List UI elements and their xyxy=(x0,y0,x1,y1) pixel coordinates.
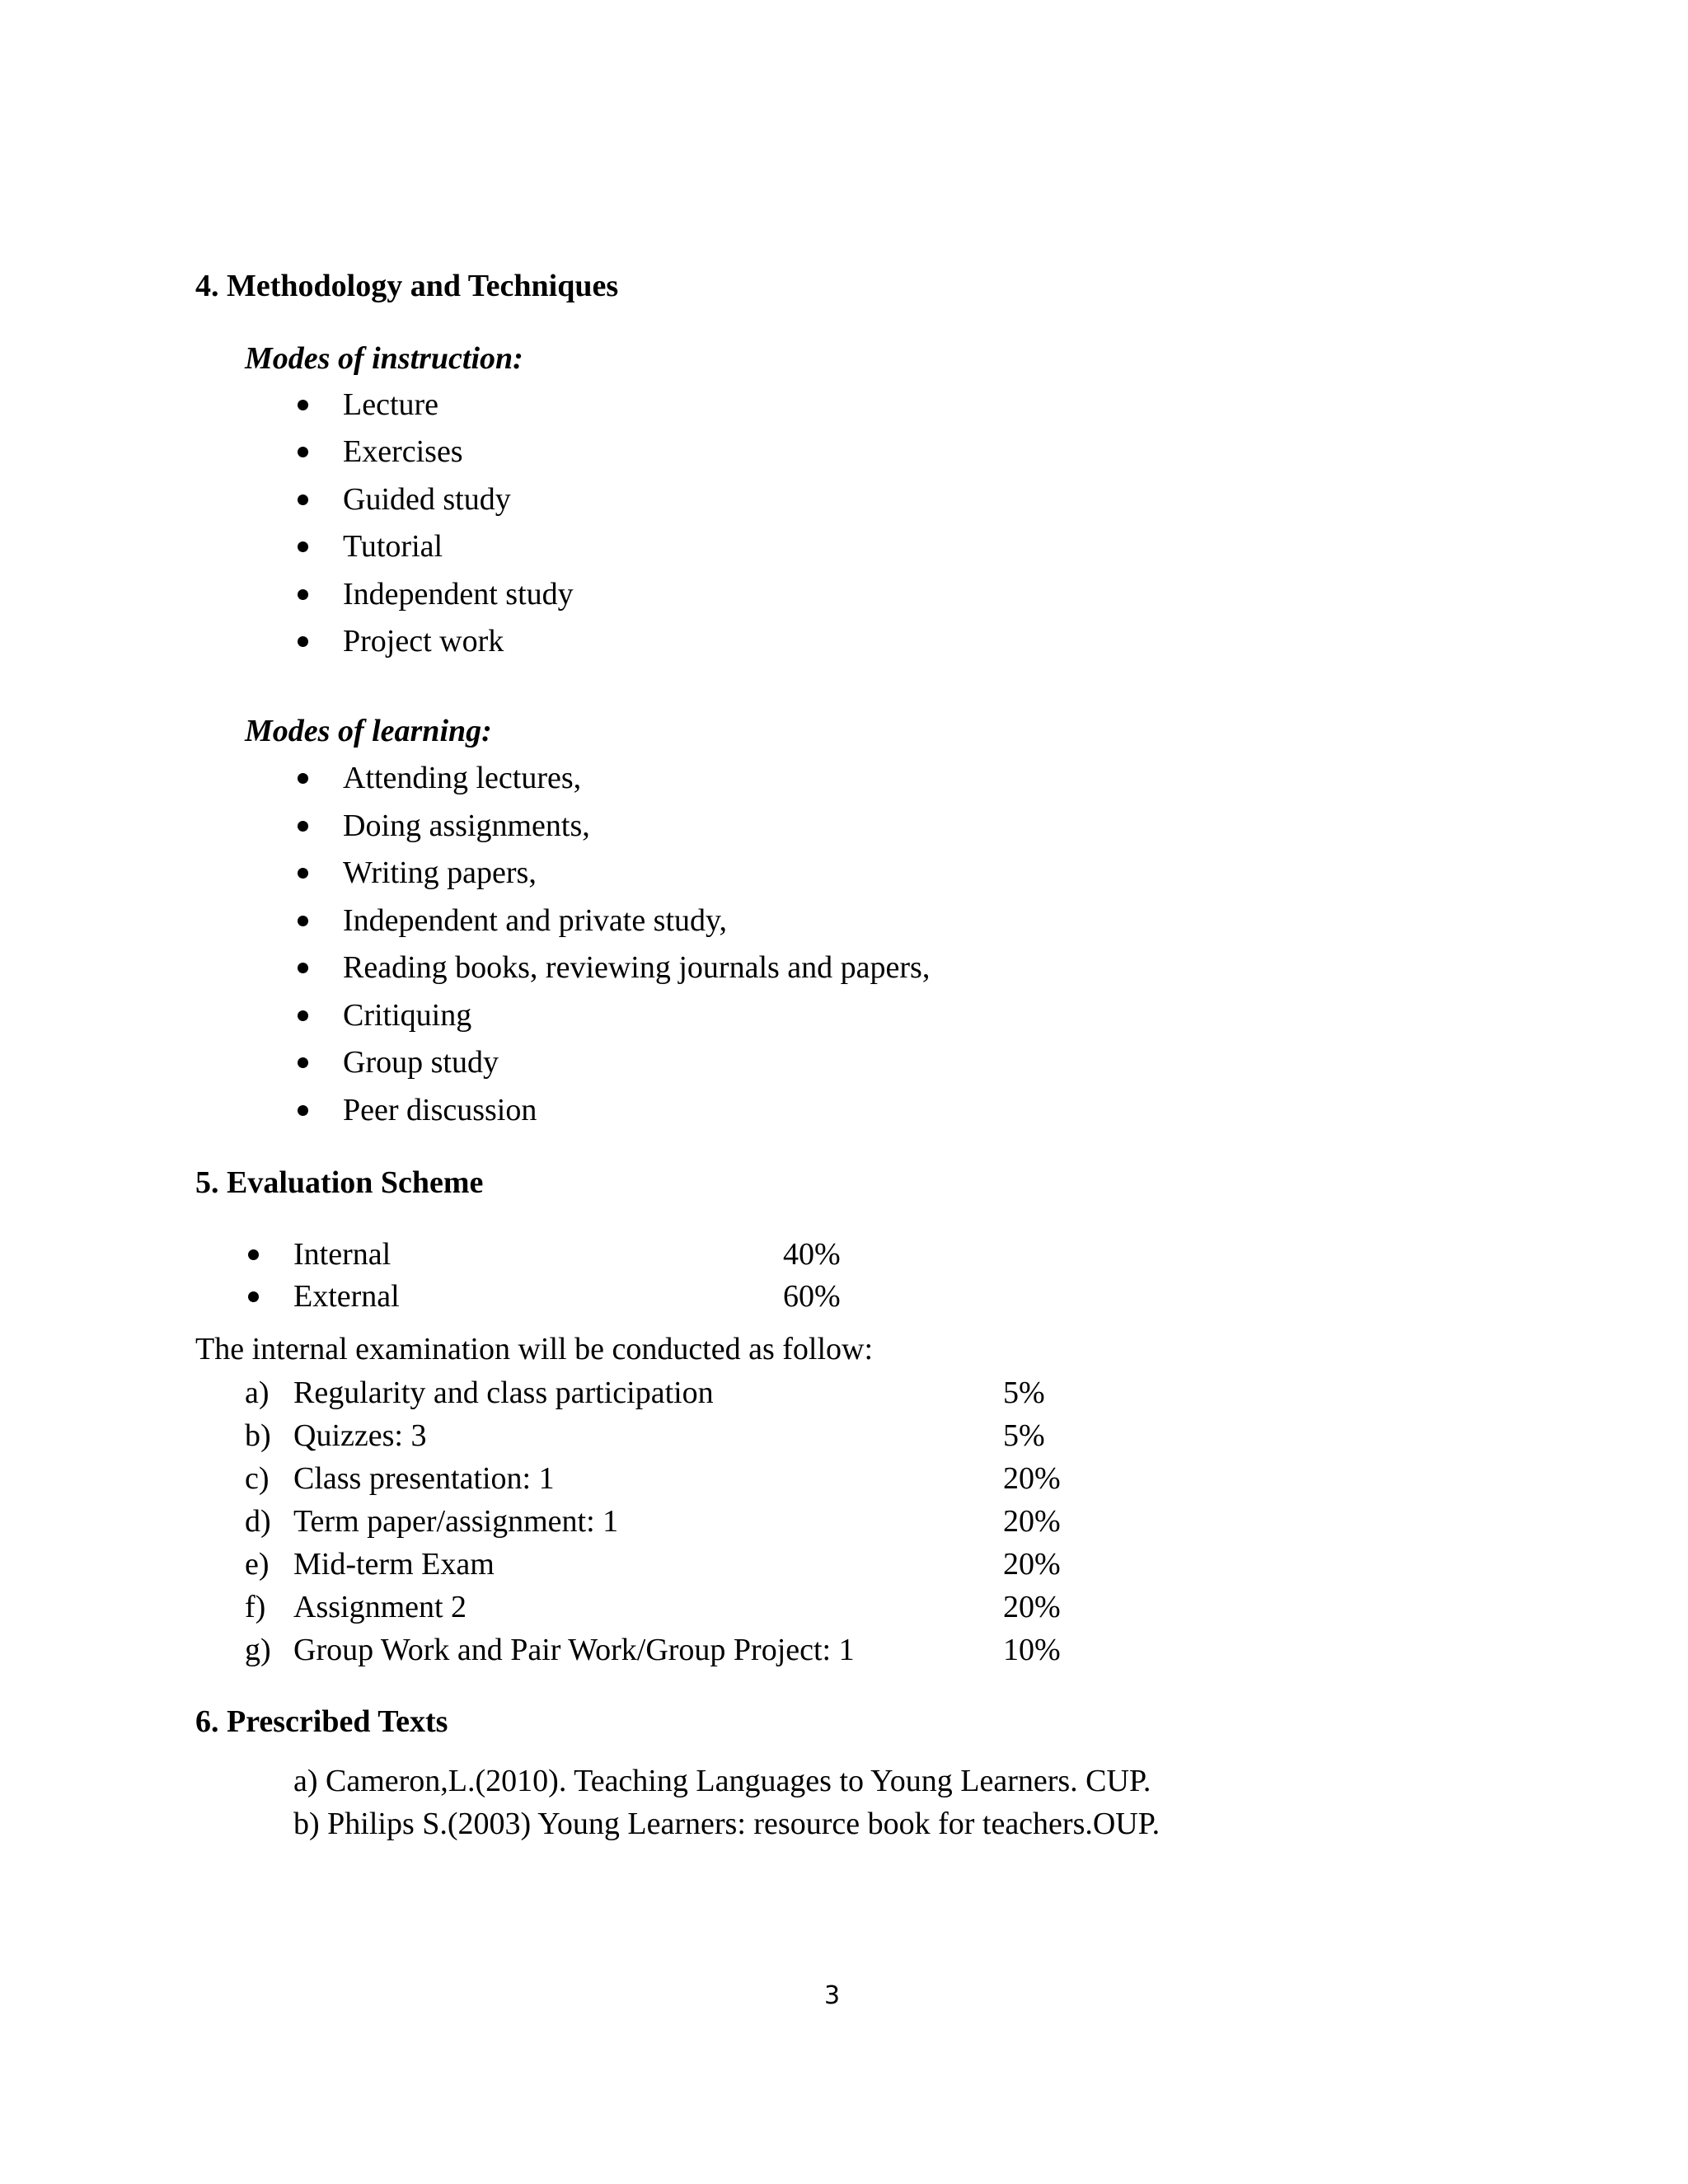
list-item-text: Exercises xyxy=(343,434,463,469)
section-heading-prescribed-texts: 6. Prescribed Texts xyxy=(195,1704,448,1739)
list-item-text: Attending lectures, xyxy=(343,761,582,795)
bullet-icon xyxy=(298,494,308,505)
list-item-text: Group study xyxy=(343,1045,499,1080)
exam-item-letter: c) xyxy=(245,1461,270,1496)
list-item-text: Project work xyxy=(343,624,504,658)
bullet-icon xyxy=(298,400,308,410)
list-item-text: Independent study xyxy=(343,577,574,612)
bullet-icon xyxy=(298,868,308,879)
bullet-icon xyxy=(248,1249,259,1260)
list-item-text: Peer discussion xyxy=(343,1093,537,1127)
exam-item-letter: d) xyxy=(245,1504,271,1539)
weight-value: 40% xyxy=(783,1237,841,1272)
list-item-text: Lecture xyxy=(343,387,439,422)
section-heading-methodology: 4. Methodology and Techniques xyxy=(195,269,619,303)
page-number: 3 xyxy=(824,1981,841,2010)
exam-item-value: 20% xyxy=(1003,1590,1061,1624)
weight-label: Internal xyxy=(293,1237,392,1272)
section-heading-evaluation-scheme: 5. Evaluation Scheme xyxy=(195,1165,484,1200)
exam-item-value: 5% xyxy=(1003,1418,1045,1453)
exam-item-letter: f) xyxy=(245,1590,266,1624)
exam-item-value: 5% xyxy=(1003,1376,1045,1410)
list-item-text: Writing papers, xyxy=(343,855,537,890)
exam-item-label: Class presentation: 1 xyxy=(293,1461,555,1496)
exam-item-label: Term paper/assignment: 1 xyxy=(293,1504,619,1539)
exam-item-label: Quizzes: 3 xyxy=(293,1418,427,1453)
bullet-icon xyxy=(298,1010,308,1021)
exam-item-value: 20% xyxy=(1003,1547,1061,1582)
list-item-text: Doing assignments, xyxy=(343,808,590,843)
list-item-text: Reading books, reviewing journals and papers, xyxy=(343,950,931,985)
list-item-text: Independent and private study, xyxy=(343,903,728,938)
prescribed-text-item: b) Philips S.(2003) Young Learners: resource book for teachers.OUP. xyxy=(293,1807,1160,1841)
list-item-text: Guided study xyxy=(343,482,511,517)
exam-item-letter: e) xyxy=(245,1547,270,1582)
list-item-text: Tutorial xyxy=(343,529,443,564)
bullet-icon xyxy=(298,541,308,552)
exam-item-label: Assignment 2 xyxy=(293,1590,467,1624)
exam-item-value: 20% xyxy=(1003,1461,1061,1496)
weight-label: External xyxy=(293,1279,400,1314)
exam-item-value: 10% xyxy=(1003,1633,1061,1667)
bullet-icon xyxy=(298,916,308,926)
exam-item-label: Regularity and class participation xyxy=(293,1376,714,1410)
exam-item-value: 20% xyxy=(1003,1504,1061,1539)
bullet-icon xyxy=(298,589,308,600)
exam-item-label: Group Work and Pair Work/Group Project: 1 xyxy=(293,1633,855,1667)
bullet-icon xyxy=(298,821,308,832)
exam-item-letter: g) xyxy=(245,1633,271,1667)
bullet-icon xyxy=(298,1105,308,1116)
list-item-text: Critiquing xyxy=(343,998,472,1033)
bullet-icon xyxy=(298,636,308,647)
prescribed-text-item: a) Cameron,L.(2010). Teaching Languages to Young Learners. CUP. xyxy=(293,1764,1151,1798)
bullet-icon xyxy=(248,1291,259,1302)
subheading-modes-of-learning: Modes of learning: xyxy=(245,714,492,748)
exam-item-letter: a) xyxy=(245,1376,270,1410)
exam-item-label: Mid-term Exam xyxy=(293,1547,495,1582)
bullet-icon xyxy=(298,1057,308,1068)
internal-exam-intro: The internal examination will be conducted as follow: xyxy=(195,1332,874,1366)
subheading-modes-of-instruction: Modes of instruction: xyxy=(245,341,523,376)
bullet-icon xyxy=(298,447,308,457)
bullet-icon xyxy=(298,773,308,784)
exam-item-letter: b) xyxy=(245,1418,271,1453)
weight-value: 60% xyxy=(783,1279,841,1314)
bullet-icon xyxy=(298,963,308,973)
